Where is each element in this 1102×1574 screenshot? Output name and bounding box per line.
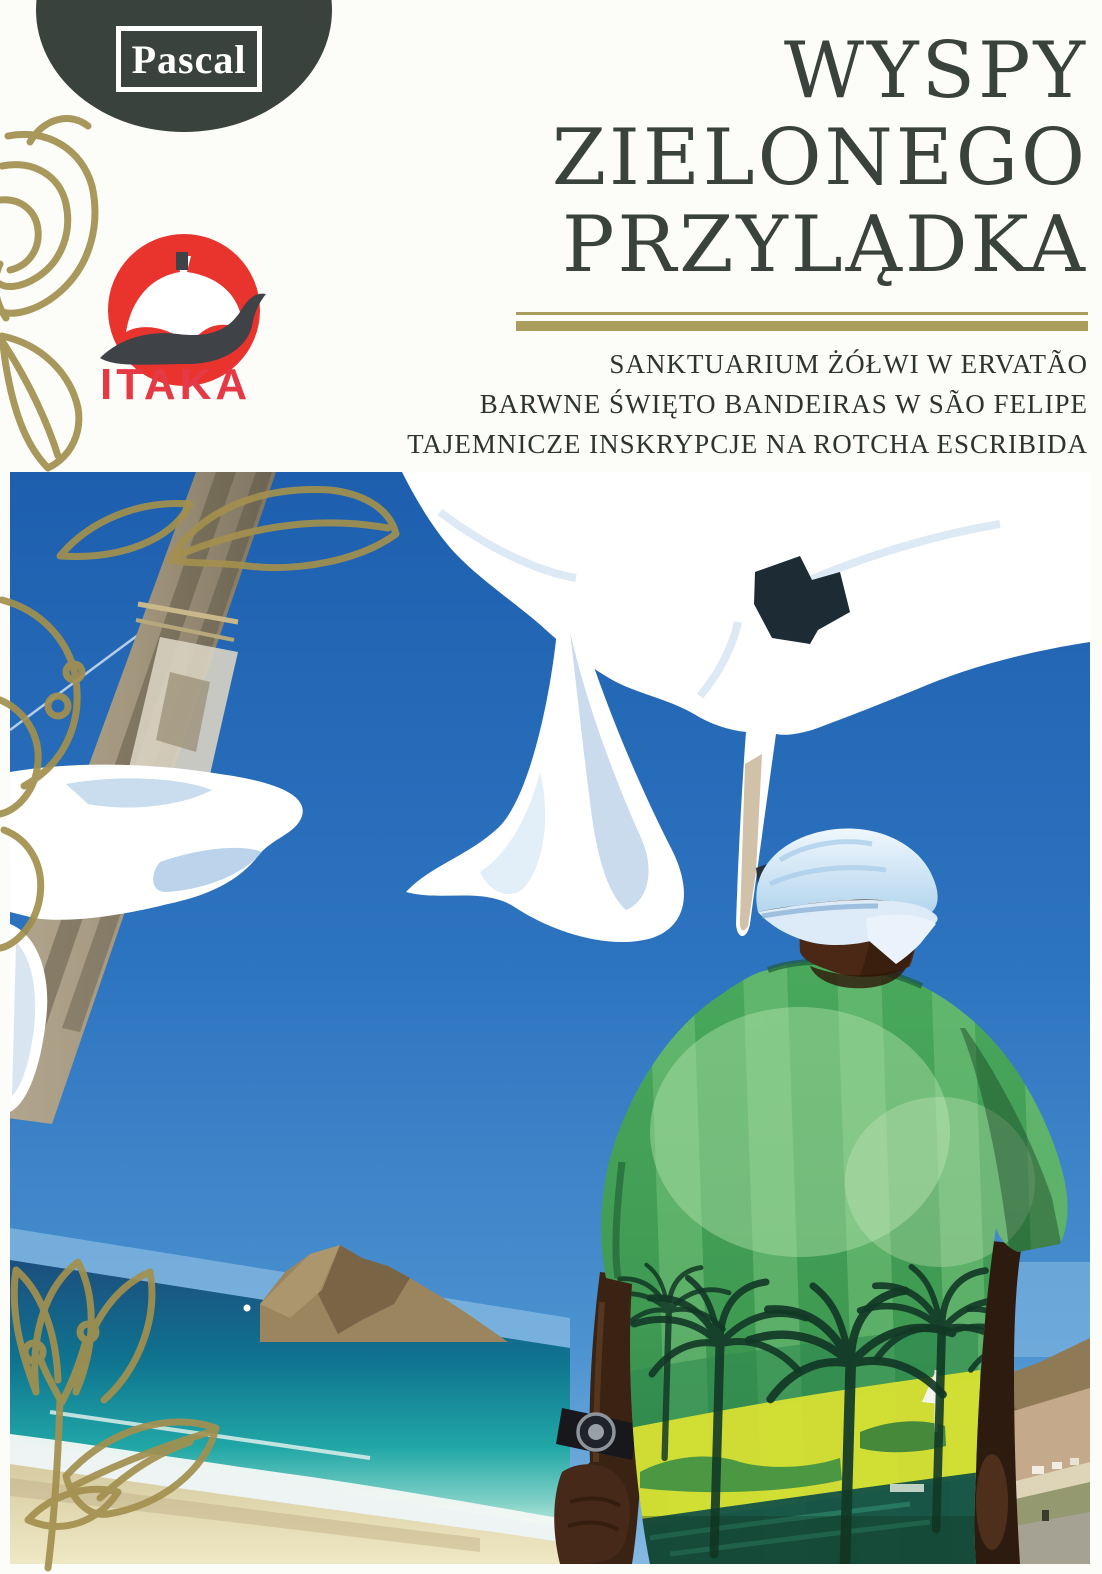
cover-photo xyxy=(10,472,1090,1564)
rose-ornament xyxy=(0,119,95,318)
itaka-wordmark: ITAKA xyxy=(100,360,252,409)
page-title xyxy=(552,28,1088,289)
subtitle-3: TAJEMNICZE INSKRYPCJE NA ROTCHA ESCRIBIDA xyxy=(407,429,1088,459)
subtitle-2: BARWNE ŚWIĘTO BANDEIRAS W SÃO FELIPE xyxy=(479,389,1088,419)
gold-rule-thick xyxy=(516,321,1088,331)
subtitle-list xyxy=(407,344,1088,464)
title-line-2: ZIELONEGO xyxy=(551,113,1088,203)
title-line-3: PRZYLĄDKA xyxy=(561,200,1088,290)
beach-scene xyxy=(10,472,1090,1564)
pascal-wordmark: Pascal xyxy=(131,36,247,82)
title-line-1: WYSPY xyxy=(783,26,1088,116)
pascal-logo xyxy=(116,26,262,92)
gold-rule-thin xyxy=(516,312,1088,315)
subtitle-1: SANKTUARIUM ŻÓŁWI W ERVATÃO xyxy=(609,349,1088,379)
